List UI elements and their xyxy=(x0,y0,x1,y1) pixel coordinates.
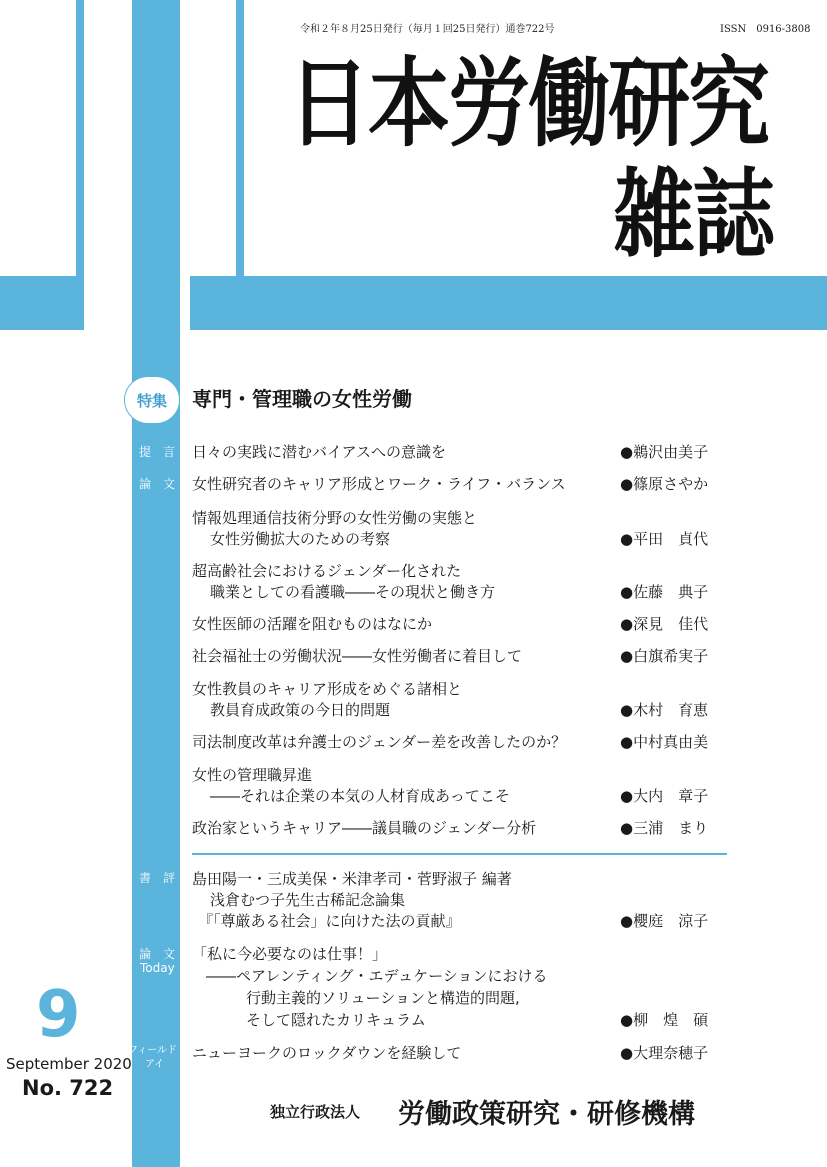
article-title-cont: 女性労働拡大のための考察 xyxy=(210,530,391,548)
issue-month: September 2020 xyxy=(6,1055,132,1073)
review-author: ●櫻庭 涼子 xyxy=(620,912,709,930)
article-title-cont: 職業としての看護職――その現状と働き方 xyxy=(210,583,496,601)
article-author: ●平田 貞代 xyxy=(620,530,709,548)
feature-title: 専門・管理職の女性労働 xyxy=(192,387,412,411)
today-title-cont: そして隠れたカリキュラム xyxy=(246,1011,426,1029)
category-shohyo: 書 評 xyxy=(139,871,176,885)
today-title-cont: ――ペアレンティング・エデュケーションにおける xyxy=(206,967,548,985)
category-ronbun-today: 論 文 xyxy=(139,947,176,961)
journal-title-line2: 雑誌 xyxy=(613,159,774,272)
frame-center-column xyxy=(132,0,180,1167)
article-title: 日々の実践に潜むバイアスへの意識を xyxy=(192,443,446,461)
issue-number: 9 xyxy=(36,978,81,1052)
article-title: 女性研究者のキャリア形成とワーク・ライフ・バランス xyxy=(192,475,566,493)
today-author: ●柳 煌 碩 xyxy=(620,1011,709,1029)
article-author: ●深見 佳代 xyxy=(620,615,709,633)
article-author: ●佐藤 典子 xyxy=(620,583,709,601)
review-title-cont: 『「尊厳ある社会」に向けた法の貢献』 xyxy=(198,912,461,930)
category-ronbun: 論 文 xyxy=(139,477,176,491)
article-title-cont: ――それは企業の本気の人材育成あってこそ xyxy=(210,787,510,805)
feature-badge-label: 特集 xyxy=(136,391,167,410)
issue-no: No. 722 xyxy=(22,1076,114,1100)
article-author: ●三浦 まり xyxy=(620,819,709,837)
article-title: 司法制度改革は弁護士のジェンダー差を改善したのか？ xyxy=(192,733,567,751)
article-author: ●白旗希実子 xyxy=(620,647,709,665)
feature-badge xyxy=(124,376,180,424)
frame-left-bar xyxy=(76,0,84,276)
category-teigen: 提 言 xyxy=(139,445,176,459)
frame-right-bar xyxy=(236,0,244,276)
today-title-cont: 行動主義的ソリューションと構造的問題, xyxy=(246,989,520,1007)
publisher-prefix: 独立行政法人 xyxy=(270,1103,361,1121)
article-author: ●中村真由美 xyxy=(620,733,709,751)
publisher-name: 労働政策研究・研修機構 xyxy=(398,1099,695,1130)
article-title: 超高齢社会におけるジェンダー化された xyxy=(192,562,462,580)
review-title-cont: 浅倉むつ子先生古稀記念論集 xyxy=(210,891,406,909)
journal-title-line1: 日本労働研究 xyxy=(288,48,769,161)
article-title: 女性の管理職昇進 xyxy=(192,766,313,784)
category-field-eye-2: アイ xyxy=(145,1059,165,1070)
publication-info: 令和２年８月25日発行（毎月１回25日発行）通巻722号 xyxy=(300,24,555,35)
article-title: 社会福祉士の労働状況――女性労働者に着目して xyxy=(192,647,523,665)
frame-top-left-band xyxy=(0,276,84,330)
field-eye-title: ニューヨークのロックダウンを経験して xyxy=(192,1044,462,1062)
article-author: ●木村 育恵 xyxy=(620,701,709,719)
review-title: 島田陽一・三成美保・米津孝司・菅野淑子 編著 xyxy=(192,870,512,888)
article-title: 女性医師の活躍を阻むものはなにか xyxy=(192,615,433,633)
field-eye-author: ●大理奈穂子 xyxy=(620,1044,709,1062)
article-title: 情報処理通信技術分野の女性労働の実態と xyxy=(192,509,478,527)
category-field-eye: フィールド・ xyxy=(128,1045,187,1056)
frame-top-right-band xyxy=(190,276,827,330)
section-divider xyxy=(192,853,727,855)
category-today: Today xyxy=(140,961,175,975)
article-title: 女性教員のキャリア形成をめぐる諸相と xyxy=(192,680,463,698)
article-author: ●鵜沢由美子 xyxy=(620,443,709,461)
article-author: ●篠原さやか xyxy=(620,475,709,493)
article-title: 政治家というキャリア――議員職のジェンダー分析 xyxy=(192,819,537,837)
today-title: 「私に今必要なのは仕事！」 xyxy=(192,945,388,963)
article-title-cont: 教員育成政策の今日的問題 xyxy=(210,701,391,719)
article-author: ●大内 章子 xyxy=(620,787,709,805)
issn: ISSN 0916-3808 xyxy=(720,24,811,35)
